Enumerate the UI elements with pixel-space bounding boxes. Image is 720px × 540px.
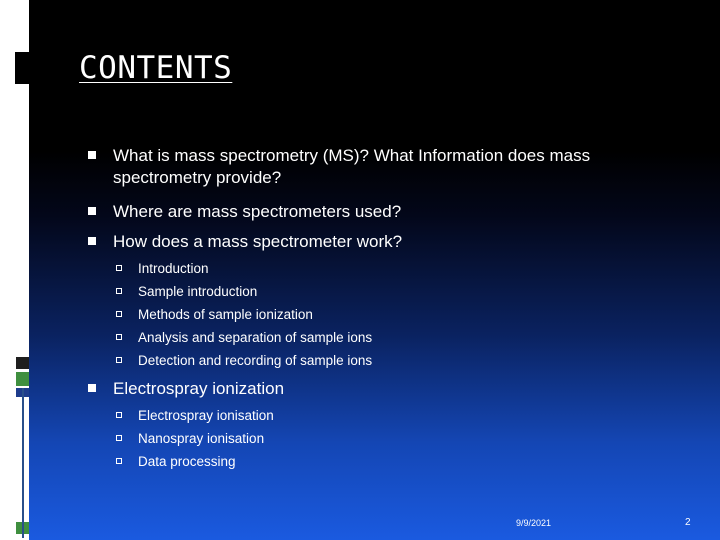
- hollow-square-bullet-icon: [116, 412, 122, 418]
- sub-bullet-text: Sample introduction: [138, 284, 258, 299]
- sub-bullet-text: Nanospray ionisation: [138, 431, 265, 446]
- bullet-item: [88, 201, 678, 223]
- square-bullet-icon: [88, 237, 96, 245]
- accent-line-vertical: [22, 388, 24, 538]
- bullet-text: What is mass spectrometry (MS)? What Information does mass spectrometry provide?: [113, 146, 591, 187]
- sub-bullet-list: [113, 257, 678, 372]
- square-bullet-icon: [88, 384, 96, 392]
- hollow-square-bullet-icon: [116, 357, 122, 363]
- hollow-square-bullet-icon: [116, 265, 122, 271]
- hollow-square-bullet-icon: [116, 458, 122, 464]
- sub-bullet-item: [113, 326, 678, 349]
- sub-bullet-item: [113, 427, 678, 450]
- bullet-item: [88, 231, 678, 372]
- accent-bar-dark: [16, 357, 29, 369]
- hollow-square-bullet-icon: [116, 288, 122, 294]
- sub-bullet-text: Data processing: [138, 454, 236, 469]
- accent-bar-green: [16, 372, 29, 386]
- sub-bullet-item: [113, 303, 678, 326]
- bullet-text: Electrospray ionization: [113, 379, 285, 398]
- sub-bullet-item: [113, 450, 678, 473]
- sub-bullet-list: [113, 404, 678, 473]
- square-bullet-icon: [88, 151, 96, 159]
- sub-bullet-text: Detection and recording of sample ions: [138, 353, 373, 368]
- footer-date: 9/9/2021: [516, 518, 552, 528]
- sub-bullet-text: Analysis and separation of sample ions: [138, 330, 373, 345]
- sub-bullet-text: Methods of sample ionization: [138, 307, 313, 322]
- slide-title: CONTENTS: [79, 50, 233, 86]
- sub-bullet-text: Electrospray ionisation: [138, 408, 274, 423]
- sub-bullet-item: [113, 349, 678, 372]
- sub-bullet-item: [113, 280, 678, 303]
- hollow-square-bullet-icon: [116, 311, 122, 317]
- bullet-item: [88, 378, 678, 473]
- hollow-square-bullet-icon: [116, 435, 122, 441]
- sub-bullet-item: [113, 257, 678, 280]
- sub-bullet-item: [113, 404, 678, 427]
- bullet-list: [88, 145, 678, 473]
- hollow-square-bullet-icon: [116, 334, 122, 340]
- square-bullet-icon: [88, 207, 96, 215]
- sub-bullet-text: Introduction: [138, 261, 209, 276]
- bullet-text: Where are mass spectrometers used?: [113, 202, 402, 221]
- bullet-item: [88, 145, 678, 189]
- bullet-text: How does a mass spectrometer work?: [113, 232, 403, 251]
- slide-number: 2: [685, 517, 691, 528]
